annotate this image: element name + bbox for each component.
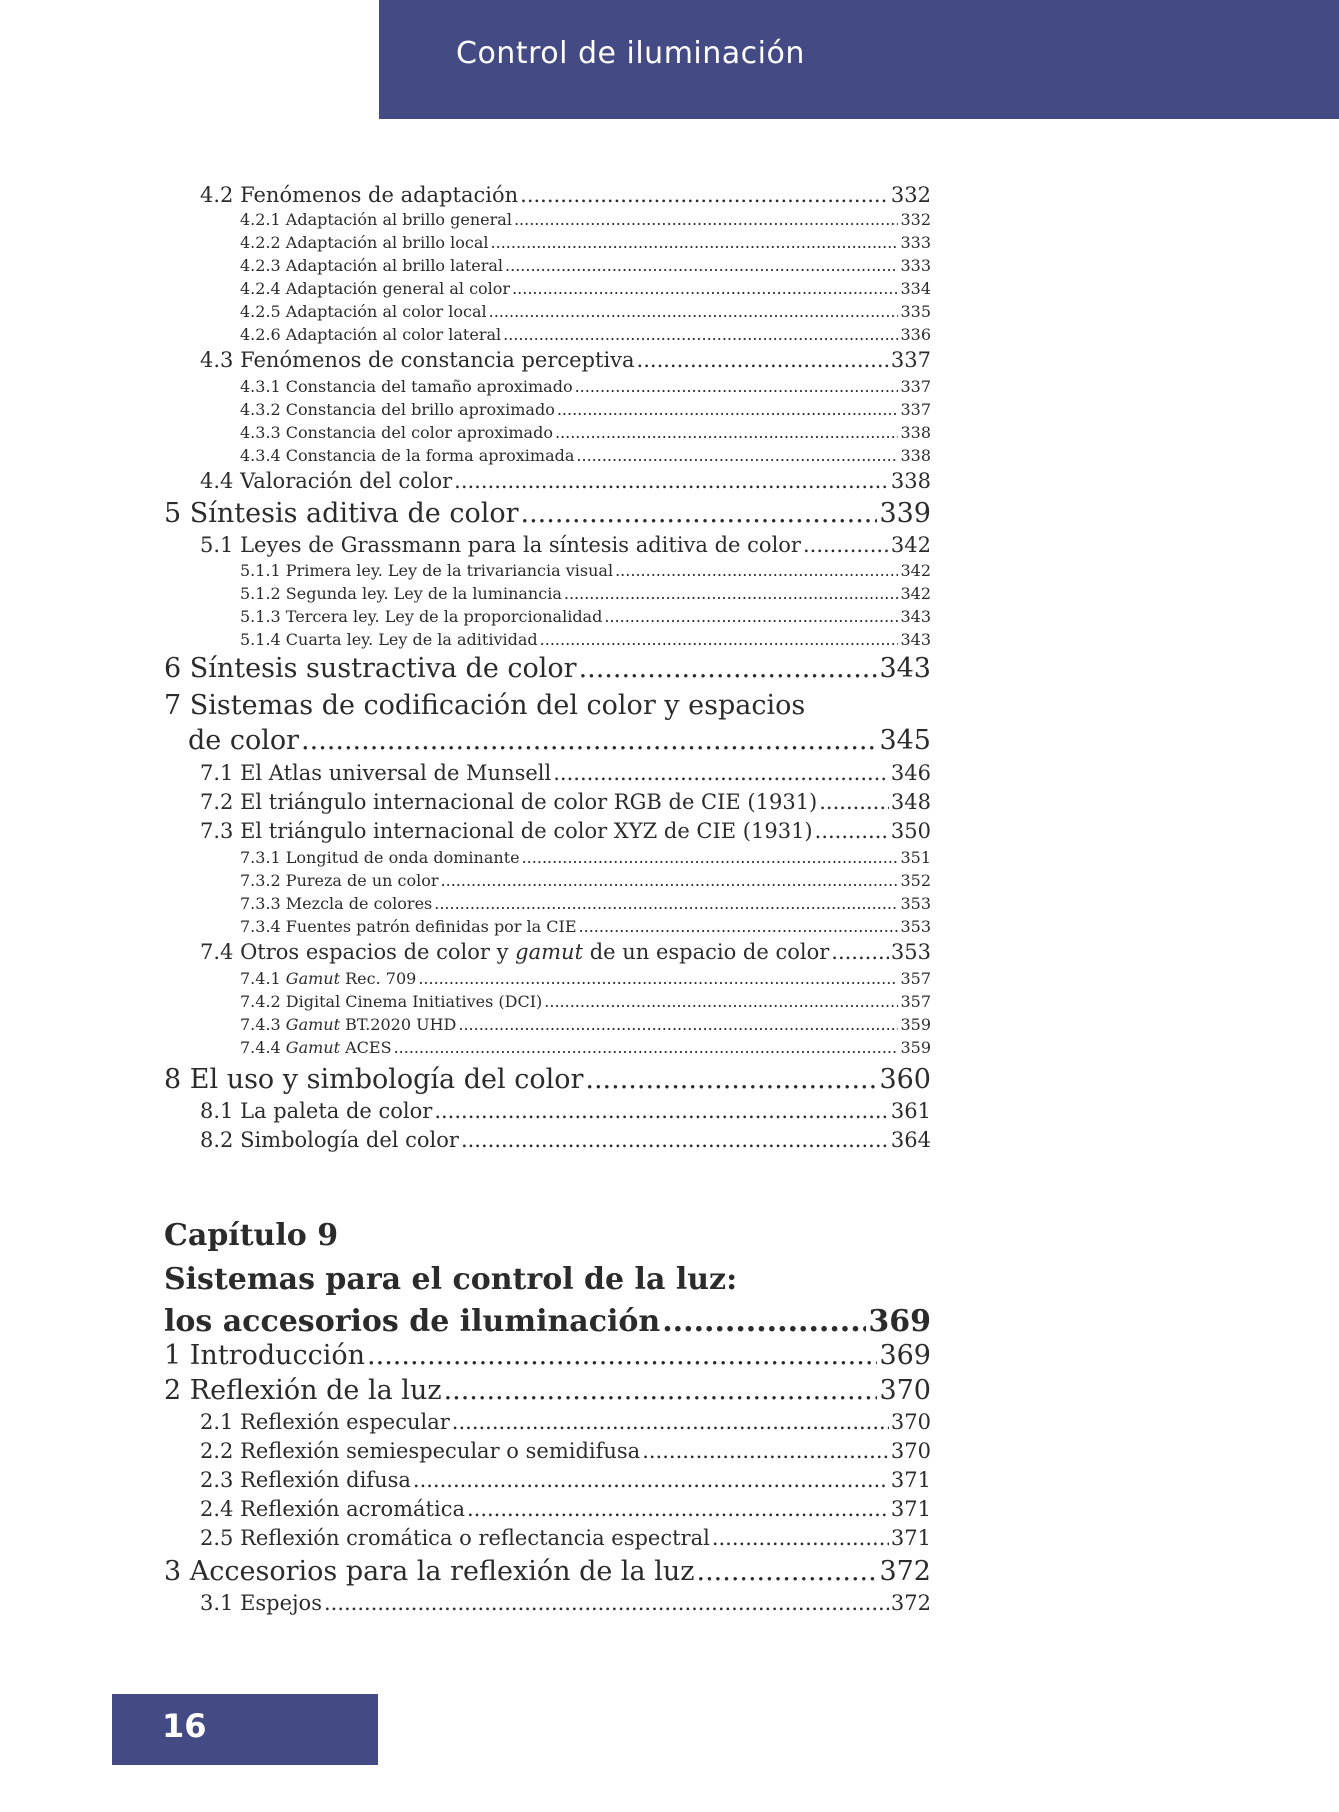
toc-entry [164, 1375, 931, 1406]
dot-leader [505, 256, 898, 275]
toc-entry-title: 4.4 Valoración del color [200, 469, 453, 493]
toc-entry [240, 279, 931, 298]
toc-entry-page: 351 [900, 848, 931, 867]
toc-entry-page: 338 [890, 469, 931, 493]
toc-entry-page: 346 [890, 761, 931, 785]
toc-entry-title: 5.1.1 Primera ley. Ley de la trivariancia visual [240, 561, 614, 580]
toc-entry-page: 342 [900, 584, 931, 603]
dot-leader [540, 630, 899, 649]
header-title: Control de iluminación [456, 36, 805, 71]
toc-entry [164, 1064, 931, 1095]
toc-entry [240, 377, 931, 396]
toc-entry [200, 761, 931, 785]
toc-entry [240, 848, 931, 867]
dot-leader [831, 940, 889, 964]
toc-entry [200, 533, 931, 557]
chapter-page: 369 [868, 1304, 931, 1339]
page-number: 16 [162, 1707, 207, 1745]
dot-leader [434, 894, 898, 913]
toc-entry [200, 1591, 931, 1615]
toc-entry [200, 1526, 931, 1550]
toc-entry-page: 348 [890, 790, 931, 814]
toc-entry-page: 357 [900, 992, 931, 1011]
toc-entry-page: 353 [900, 917, 931, 936]
toc-entry [200, 1439, 931, 1463]
toc-entry-title: 4.3 Fenómenos de constancia perceptiva [200, 348, 635, 372]
toc-entry-title: 5.1.2 Segunda ley. Ley de la luminancia [240, 584, 562, 603]
toc-entry-title: 2 Reflexión de la luz [164, 1375, 442, 1406]
toc-entry-page: 332 [900, 210, 931, 229]
toc-entry-page: 371 [890, 1468, 931, 1492]
dot-leader [520, 183, 889, 207]
toc-entry-page: 342 [890, 533, 931, 557]
toc-entry-title: 7.4.1 Gamut Rec. 709 [240, 969, 417, 988]
toc-entry-page: 357 [900, 969, 931, 988]
toc-entry-title: 1 Introducción [164, 1340, 366, 1371]
dot-leader [575, 377, 899, 396]
toc-entry-title: 7.4.2 Digital Cinema Initiatives (DCI) [240, 992, 543, 1011]
toc-entry-title: 5.1.4 Cuarta ley. Ley de la aditividad [240, 630, 538, 649]
toc-entry [240, 871, 931, 890]
toc-entry-title: 2.2 Reflexión semiespecular o semidifusa [200, 1439, 641, 1463]
toc-entry-title: 4.2.6 Adaptación al color lateral [240, 325, 502, 344]
toc-entry [164, 1340, 931, 1371]
toc-entry-title: 6 Síntesis sustractiva de color [164, 653, 577, 684]
toc-entry [200, 348, 931, 372]
toc-entry [240, 446, 931, 465]
toc-entry [200, 183, 931, 207]
dot-leader [301, 725, 877, 756]
dot-leader [579, 917, 899, 936]
toc-entry-page: 361 [890, 1099, 931, 1123]
toc-entry-title: 2.5 Reflexión cromática o reflectancia espectral [200, 1526, 710, 1550]
toc-entry-title: 7.4.4 Gamut ACES [240, 1038, 392, 1057]
toc-entry-page: 343 [900, 607, 931, 626]
dot-leader [819, 790, 889, 814]
dot-leader [434, 1099, 889, 1123]
toc-entry-title: 4.2.3 Adaptación al brillo lateral [240, 256, 504, 275]
toc-entry-page: 370 [879, 1375, 931, 1406]
toc-entry-page: 339 [879, 498, 931, 529]
toc-entry-page: 337 [890, 348, 931, 372]
toc-entry-page: 334 [900, 279, 931, 298]
toc-entry [200, 819, 931, 843]
toc-entry [200, 1468, 931, 1492]
toc-entry-title: 8 El uso y simbología del color [164, 1064, 584, 1095]
toc-entry-title: 4.3.3 Constancia del color aproximado [240, 423, 553, 442]
dot-leader [521, 498, 878, 529]
toc-entry-page: 352 [900, 871, 931, 890]
toc-entry-page: 343 [879, 653, 931, 684]
dot-leader [367, 1340, 877, 1371]
toc-entry [240, 917, 931, 936]
toc-entry [240, 630, 931, 649]
dot-leader [579, 653, 878, 684]
toc-entry-page: 371 [890, 1497, 931, 1521]
toc-entry [240, 233, 931, 252]
toc-entry [164, 1304, 931, 1339]
dot-leader [544, 992, 898, 1011]
dot-leader [503, 325, 898, 344]
toc-entry-title: 5.1 Leyes de Grassmann para la síntesis aditiva de color [200, 533, 801, 557]
toc-entry [240, 1015, 931, 1034]
toc-entry-title: 4.2.1 Adaptación al brillo general [240, 210, 512, 229]
toc-entry [164, 1556, 931, 1587]
dot-leader [454, 469, 889, 493]
dot-leader [458, 1015, 898, 1034]
toc-entry-title: 7.3.1 Longitud de onda dominante [240, 848, 520, 867]
dot-leader [512, 279, 898, 298]
toc-entry-title: 7.1 El Atlas universal de Munsell [200, 761, 552, 785]
toc-entry-page: 333 [900, 256, 931, 275]
dot-leader [467, 1497, 889, 1521]
toc-entry-title: 7.3.4 Fuentes patrón definidas por la CIE [240, 917, 577, 936]
dot-leader [555, 423, 899, 442]
toc-entry [200, 940, 931, 964]
toc-entry [164, 653, 931, 684]
toc-entry-title: 7.3.3 Mezcla de colores [240, 894, 433, 913]
dot-leader [489, 302, 899, 321]
toc-entry [240, 400, 931, 419]
toc-entry-title: 7.4 Otros espacios de color y gamut de un espacio de color [200, 940, 830, 964]
dot-leader [557, 400, 899, 419]
toc-entry [188, 725, 931, 756]
toc-entry-page: 335 [900, 302, 931, 321]
toc-entry [240, 210, 931, 229]
dot-leader [418, 969, 898, 988]
toc-entry-page: 338 [900, 446, 931, 465]
toc-entry-title: 2.4 Reflexión acromática [200, 1497, 465, 1521]
toc-entry-title: 8.2 Simbología del color [200, 1128, 459, 1152]
dot-leader [413, 1468, 889, 1492]
toc-entry [200, 790, 931, 814]
dot-leader [394, 1038, 899, 1057]
chapter-title: los accesorios de iluminación [164, 1304, 661, 1339]
dot-leader [696, 1556, 877, 1587]
dot-leader [441, 871, 899, 890]
toc-entry-page: 345 [879, 725, 931, 756]
toc-entry-page: 360 [879, 1064, 931, 1095]
dot-leader [324, 1591, 889, 1615]
toc-entry [200, 1497, 931, 1521]
toc-entry [200, 469, 931, 493]
dot-leader [444, 1375, 878, 1406]
toc-entry-title: 7.3 El triángulo internacional de color XYZ de CIE (1931) [200, 819, 813, 843]
toc-entry-title: 4.3.2 Constancia del brillo aproximado [240, 400, 555, 419]
toc-entry [240, 584, 931, 603]
toc-entry-page: 369 [879, 1340, 931, 1371]
toc-entry-page: 353 [900, 894, 931, 913]
toc-entry-title: 3.1 Espejos [200, 1591, 322, 1615]
toc-entry [200, 1099, 931, 1123]
toc-entry-page: 372 [879, 1556, 931, 1587]
toc-entry-page: 338 [900, 423, 931, 442]
dot-leader [637, 348, 889, 372]
dot-leader [491, 233, 899, 252]
page-number-tab [112, 1694, 378, 1765]
toc-entry [240, 607, 931, 626]
toc-entry-page: 359 [900, 1038, 931, 1057]
toc-entry-page: 353 [890, 940, 931, 964]
toc-entry [240, 1038, 931, 1057]
dot-leader [514, 210, 899, 229]
toc-entry-title: 4.2.5 Adaptación al color local [240, 302, 487, 321]
dot-leader [642, 1439, 889, 1463]
toc-entry-page: 336 [900, 325, 931, 344]
toc-entry [240, 894, 931, 913]
toc-entry-title: 7.4.3 Gamut BT.2020 UHD [240, 1015, 457, 1034]
toc-entry-page: 332 [890, 183, 931, 207]
toc-entry-title: 7 Sistemas de codificación del color y espacios [164, 690, 806, 721]
toc-entry-title: 4.3.4 Constancia de la forma aproximada [240, 446, 575, 465]
dot-leader [585, 1064, 877, 1095]
chapter-title: Sistemas para el control de la luz: [164, 1262, 738, 1297]
toc-entry [200, 1410, 931, 1434]
toc-entry-title: 3 Accesorios para la reflexión de la luz [164, 1556, 695, 1587]
dot-leader [615, 561, 898, 580]
toc-entry-title: 4.2 Fenómenos de adaptación [200, 183, 519, 207]
toc-entry-title: 8.1 La paleta de color [200, 1099, 433, 1123]
dot-leader [803, 533, 889, 557]
toc-entry [240, 256, 931, 275]
dot-leader [576, 446, 898, 465]
toc-entry [240, 561, 931, 580]
toc-entry-title: 4.2.2 Adaptación al brillo local [240, 233, 489, 252]
toc-entry-title: 7.3.2 Pureza de un color [240, 871, 439, 890]
toc-entry-page: 364 [890, 1128, 931, 1152]
dot-leader [553, 761, 889, 785]
toc-entry-page: 337 [900, 377, 931, 396]
toc-entry-page: 371 [890, 1526, 931, 1550]
toc-entry [240, 969, 931, 988]
toc-entry-page: 370 [890, 1410, 931, 1434]
toc-entry-page: 359 [900, 1015, 931, 1034]
toc-entry [240, 992, 931, 1011]
toc-entry-page: 343 [900, 630, 931, 649]
dot-leader [604, 607, 898, 626]
toc-entry-title: 4.2.4 Adaptación general al color [240, 279, 511, 298]
dot-leader [712, 1526, 889, 1550]
dot-leader [522, 848, 899, 867]
toc-entry-title: 5.1.3 Tercera ley. Ley de la proporcionalidad [240, 607, 603, 626]
toc-entry-title: 2.3 Reflexión difusa [200, 1468, 411, 1492]
toc-entry-page: 370 [890, 1439, 931, 1463]
toc-entry [240, 325, 931, 344]
toc-entry-page: 337 [900, 400, 931, 419]
toc-entry-page: 372 [890, 1591, 931, 1615]
dot-leader [564, 584, 899, 603]
chapter-label: Capítulo 9 [164, 1218, 339, 1253]
toc-entry [164, 498, 931, 529]
toc-entry-title: de color [188, 725, 300, 756]
dot-leader [452, 1410, 889, 1434]
toc-entry-title: 4.3.1 Constancia del tamaño aproximado [240, 377, 573, 396]
toc-entry [200, 1128, 931, 1152]
toc-entry-title: 5 Síntesis aditiva de color [164, 498, 519, 529]
toc-entry-page: 350 [890, 819, 931, 843]
toc-entry [240, 423, 931, 442]
toc-entry-page: 342 [900, 561, 931, 580]
toc-entry-title: 7.2 El triángulo internacional de color RGB de CIE (1931) [200, 790, 818, 814]
dot-leader [815, 819, 889, 843]
toc-entry-page: 333 [900, 233, 931, 252]
toc-entry-title: 2.1 Reflexión especular [200, 1410, 450, 1434]
toc-entry [240, 302, 931, 321]
dot-leader [662, 1304, 866, 1339]
dot-leader [461, 1128, 889, 1152]
